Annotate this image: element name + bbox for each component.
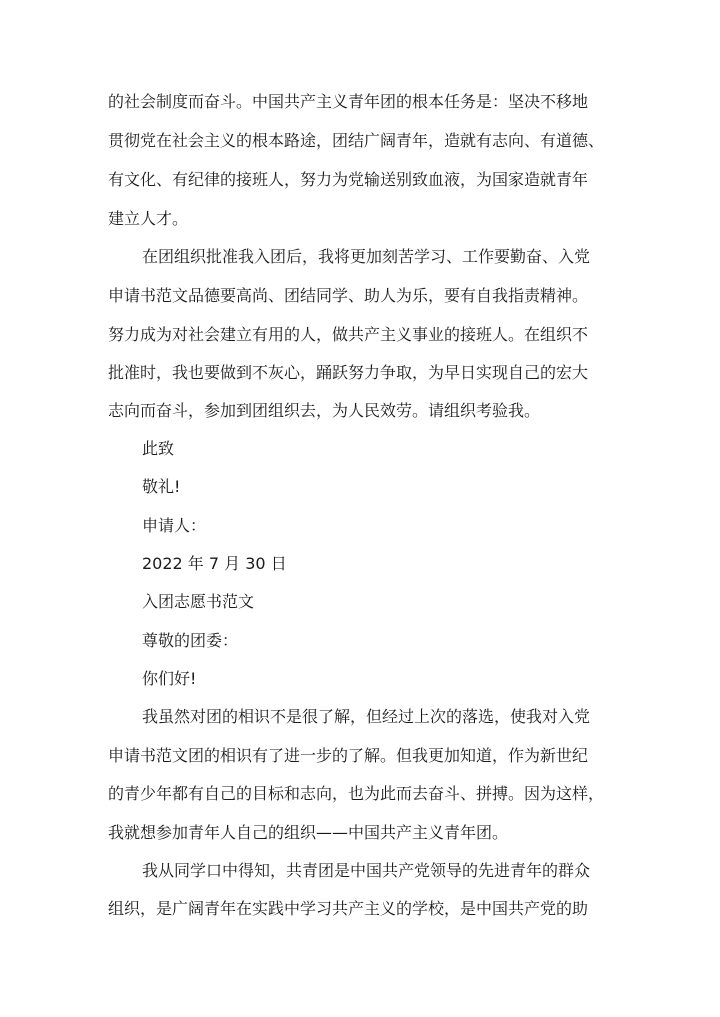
text-line: 努力成为对社会建立有用的人，做共产主义事业的接班人。在组织不 — [108, 325, 589, 344]
applicant-label: 申请人： — [142, 516, 207, 535]
text-line: 我从同学口中得知，共青团是中国共产党领导的先进青年的群众 — [142, 861, 591, 880]
text-line: 申请书范文团的相识有了进一步的了解。但我更加知道，作为新世纪 — [108, 746, 589, 765]
greeting-line: 你们好! — [142, 669, 197, 688]
salutation-regards: 敬礼! — [142, 477, 181, 496]
text-line: 我虽然对团的相识不是很了解，但经过上次的落选，使我对入党 — [142, 707, 591, 726]
date-line: 2022 年 7 月 30 日 — [142, 554, 287, 573]
text-line: 在团组织批准我入团后，我将更加刻苦学习、工作要勤奋、入党 — [142, 247, 591, 266]
text-line: 批准时，我也要做到不灰心，踊跃努力争取，为早日实现自己的宏大 — [108, 363, 589, 382]
text-line: 志向而奋斗，参加到团组织去，为人民效劳。请组织考验我。 — [108, 401, 541, 420]
text-line: 贯彻党在社会主义的根本路途，团结广阔青年，造就有志向、有道德、 — [108, 131, 605, 150]
text-line: 建立人才。 — [108, 209, 189, 228]
text-line: 的青少年都有自己的目标和志向，也为此而去奋斗、拼搏。因为这样， — [108, 784, 605, 803]
text-line: 我就想参加青年人自己的组织——中国共产主义青年团。 — [108, 823, 509, 842]
text-line: 组织，是广阔青年在实践中学习共产主义的学校，是中国共产党的助 — [108, 899, 589, 918]
text-line: 申请书范文品德要高尚、团结同学、助人为乐，要有自我指责精神。 — [108, 286, 589, 305]
section-title: 入团志愿书范文 — [142, 592, 255, 611]
salutation-closing: 此致 — [142, 439, 175, 458]
text-line: 的社会制度而奋斗。中国共产主义青年团的根本任务是：坚决不移地 — [108, 92, 589, 111]
addressee-line: 尊敬的团委： — [142, 631, 239, 650]
text-line: 有文化、有纪律的接班人，努力为党输送别致血液，为国家造就青年 — [108, 170, 589, 189]
